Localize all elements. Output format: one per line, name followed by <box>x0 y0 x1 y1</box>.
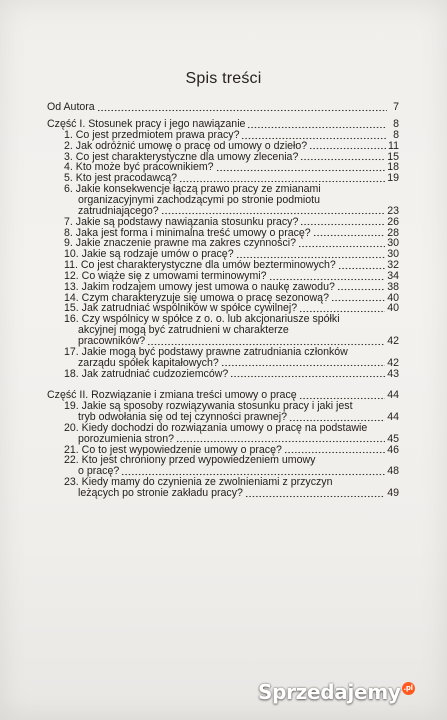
leader-dots <box>247 120 387 129</box>
toc-page-number: 30 <box>387 237 399 250</box>
toc-item-last-line <box>47 488 399 499</box>
toc-item-text: 20. Kiedy dochodzi do rozwiązania umowy o pracę na podstawie <box>64 421 368 434</box>
leader-dots <box>161 206 386 215</box>
toc-item-text: 10. Jakie są rodzaje umów o pracę? <box>64 248 234 261</box>
toc-part-2-items <box>47 401 399 499</box>
toc-item-line <box>47 195 399 206</box>
toc-item-last-line <box>47 130 399 141</box>
toc-page-number: 44 <box>387 389 399 402</box>
toc-item-text: 23. Kiedy mamy do czynienia ze zwolnieniami z przyczyn <box>64 476 333 489</box>
toc-item <box>47 477 399 499</box>
toc-item-text: 13. Jakim rodzajem umowy jest umowa o naukę zawodu? <box>64 280 335 293</box>
toc-page-number: 48 <box>387 465 399 478</box>
toc-page-number: 8 <box>393 118 399 131</box>
leader-dots <box>289 413 385 422</box>
toc-page-number: 46 <box>387 443 399 456</box>
toc-item-text: 21. Co to jest wypowiedzenie umowy o pracę? <box>64 443 282 456</box>
toc-entry-author <box>47 102 399 113</box>
toc-item <box>47 216 399 227</box>
leader-dots <box>236 250 386 259</box>
toc-item-text: 2. Jak odróżnić umowę o pracę od umowy o dzieło? <box>64 139 308 152</box>
toc-item-text: 16. Czy wspólnicy w spółce z o. o. lub akcjonariusze spółki <box>64 313 340 326</box>
toc-item-last-line <box>47 357 399 368</box>
toc-item-last-line <box>47 433 399 444</box>
leader-dots <box>269 272 386 281</box>
sprzedajemy-watermark <box>258 680 415 704</box>
toc-item-text: leżących po stronie zakładu pracy? <box>78 486 243 499</box>
leader-dots <box>221 358 385 367</box>
leader-dots <box>216 163 386 172</box>
toc-part-title: Część I. Stosunek pracy i jego nawiązanie <box>47 118 246 131</box>
toc-item-last-line <box>47 336 399 347</box>
toc-page-number: 11 <box>388 139 399 152</box>
toc-page-number: 23 <box>387 204 399 217</box>
toc-page-number: 34 <box>387 269 399 282</box>
toc-item <box>47 368 399 379</box>
toc-item-text: porozumienia stron? <box>78 432 174 445</box>
toc-item-text: 6. Jakie konsekwencje łączą prawo pracy ze zmianami <box>64 183 321 196</box>
toc-item <box>47 130 399 141</box>
leader-dots <box>230 369 385 378</box>
toc-item-last-line <box>47 141 399 152</box>
leader-dots <box>245 489 385 498</box>
leader-dots <box>313 228 386 237</box>
toc-item-text: 11. Co jest charakterystyczne dla umów bezterminowych? <box>64 259 336 272</box>
leader-dots <box>298 239 385 248</box>
leader-dots <box>300 217 385 226</box>
toc-item-text: 18. Jak zatrudniać cudzoziemców? <box>64 367 229 380</box>
toc-item-last-line <box>47 412 399 423</box>
toc-page-number: 42 <box>387 356 399 369</box>
toc-part-1-items <box>47 130 399 379</box>
toc-item-text: akcyjnej mogą być zatrudnieni w charakterze <box>78 324 289 337</box>
table-of-contents <box>47 102 399 499</box>
toc-page-number: 28 <box>387 226 399 239</box>
leader-dots <box>179 174 385 183</box>
toc-item <box>47 271 399 282</box>
toc-item-text: 22. Kto jest chroniony przed wypowiedzeniem umowy <box>64 454 316 467</box>
toc-page-number: 8 <box>393 128 399 141</box>
toc-item-last-line <box>47 368 399 379</box>
toc-item-text: tryb odwołania się od tej czynności prawnej? <box>78 411 288 424</box>
toc-item <box>47 455 399 477</box>
watermark-text: Sprzedajemy <box>258 680 401 704</box>
toc-item <box>47 314 399 347</box>
toc-item <box>47 282 399 293</box>
toc-page-number: 42 <box>387 334 399 347</box>
toc-item-last-line <box>47 216 399 227</box>
toc-page-number: 30 <box>387 248 399 261</box>
toc-entry-text: Od Autora <box>47 101 95 114</box>
page-title: Spis treści <box>185 70 262 87</box>
leader-dots <box>300 152 385 161</box>
leader-dots <box>309 141 386 150</box>
toc-item-text: 17. Jakie mogą być podstawy prawne zatrudniania członków <box>64 345 348 358</box>
toc-page-number: 38 <box>387 280 399 293</box>
leader-dots <box>176 434 385 443</box>
toc-page-number: 40 <box>387 302 399 315</box>
leader-dots <box>338 261 385 270</box>
toc-item-line <box>47 347 399 358</box>
toc-item-line <box>47 423 399 434</box>
toc-item <box>47 401 399 423</box>
toc-item <box>47 347 399 369</box>
toc-item-last-line <box>47 206 399 217</box>
leader-dots <box>121 467 385 476</box>
watermark-badge: .pl <box>402 682 415 695</box>
toc-page-number: 19 <box>387 172 399 185</box>
toc-page-number: 43 <box>387 367 399 380</box>
toc-item-last-line <box>47 271 399 282</box>
toc-item-text: 8. Jaka jest forma i minimalna treść umowy o pracę? <box>64 226 311 239</box>
toc-item-text: pracowników? <box>78 334 146 347</box>
toc-item <box>47 423 399 445</box>
toc-page-number: 18 <box>387 161 399 174</box>
toc-page-number: 40 <box>387 291 399 304</box>
toc-item <box>47 141 399 152</box>
toc-item-text: zatrudniającego? <box>78 204 159 217</box>
toc-item-text: 7. Jakie są podstawy nawiązania stosunku pracy? <box>64 215 299 228</box>
toc-item-text: organizacyjnymi zachodzącymi po stronie podmiotu <box>78 194 321 206</box>
leader-dots <box>337 282 385 291</box>
leader-dots <box>284 445 385 454</box>
leader-dots <box>147 337 385 346</box>
toc-page-number: 49 <box>387 486 399 499</box>
toc-item-last-line <box>47 282 399 293</box>
toc-page-number: 26 <box>387 215 399 228</box>
toc-item-text: 5. Kto jest pracodawcą? <box>64 172 178 185</box>
leader-dots <box>97 103 387 112</box>
toc-page-number: 7 <box>393 101 399 114</box>
leader-dots <box>299 304 385 313</box>
toc-item <box>47 184 399 217</box>
toc-page-number: 45 <box>387 432 399 445</box>
toc-item-text: zarządu spółek kapitałowych? <box>78 356 219 369</box>
toc-item-text: 19. Jakie są sposoby rozwiązywania stosunku pracy i jaki jest <box>64 400 353 413</box>
toc-item-text: 3. Co jest charakterystyczne dla umowy zlecenia? <box>64 150 299 163</box>
toc-page-number: 15 <box>387 150 399 163</box>
toc-part-title: Część II. Rozwiązanie i zmiana treści umowy o pracę <box>47 389 297 402</box>
toc-item-text: 14. Czym charakteryzuje się umowa o pracę sezonową? <box>64 291 329 304</box>
leader-dots <box>299 391 386 400</box>
toc-item-text: 15. Jak zatrudniać wspólników w spółce cywilnej? <box>64 302 298 315</box>
toc-item-text: 1. Co jest przedmiotem prawa pracy? <box>64 128 240 141</box>
toc-page-number: 44 <box>387 411 399 424</box>
toc-item-text: 12. Co wiąże się z umowami terminowymi? <box>64 269 267 282</box>
toc-item-text: 9. Jakie znaczenie prawne ma zakres czynności? <box>64 237 296 250</box>
toc-page-number: 32 <box>387 259 399 272</box>
leader-dots <box>241 131 387 140</box>
leader-dots <box>331 293 385 302</box>
toc-item-text: 4. Kto może być pracownikiem? <box>64 161 214 174</box>
toc-item-text: o pracę? <box>78 465 120 478</box>
